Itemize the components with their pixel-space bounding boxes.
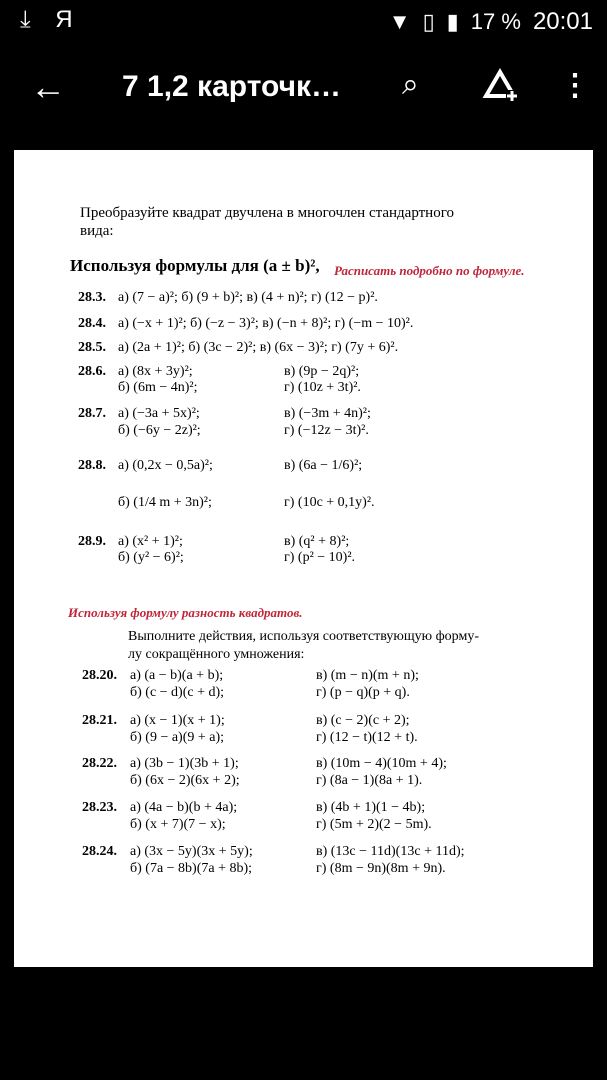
task-item: б) (−6y − 2z)²; [118,423,201,438]
task-item: г) (8a − 1)(8a + 1). [316,773,423,788]
task-item: б) (9 − a)(9 + a); [130,730,225,745]
task-item: а) (8x + 3y)²; [118,364,193,379]
task-item: а) (4a − b)(b + 4a); [130,800,238,815]
task-number: 28.8. [78,458,106,473]
download-icon: ⤓ [20,6,31,33]
task-number: 28.9. [78,534,106,549]
task-item: б) (x + 7)(7 − x); [130,817,226,832]
page-title: 7 1,2 карточк… [122,70,341,103]
task-item: б) (c − d)(c + d); [130,685,225,700]
back-arrow-icon[interactable]: ← [30,66,66,107]
task-item: г) (5m + 2)(2 − 5m). [316,817,432,832]
task-item: г) (10z + 3t)². [284,380,361,395]
task-item: в) (6a − 1/6)²; [284,458,363,473]
task-item: а) (−3a + 5x)²; [118,406,200,421]
task-item: б) (6m − 4n)²; [118,380,198,395]
task-item: а) (0,2x − 0,5a)²; [118,458,213,473]
task-item: в) (m − n)(m + n); [316,668,419,683]
task-item: б) (7a − 8b)(7a + 8b); [130,861,253,876]
task-number: 28.22. [82,756,117,771]
no-sim-icon: ▯ [422,9,435,34]
red-note: Используя формулу разность квадратов. [68,605,303,620]
task-number: 28.23. [82,800,117,815]
task-item: а) (x − 1)(x + 1); [130,713,225,728]
task-item: г) (−12z − 3t)². [284,423,369,438]
app-bar [0,44,607,138]
formula-heading: Используя формулы для (a ± b)², [70,256,320,275]
task-item: а) (3b − 1)(3b + 1); [130,756,239,771]
task-row: а) (2a + 1)²; б) (3c − 2)²; в) (6x − 3)²; г) (7y + 6)². [118,340,399,355]
task-number: 28.24. [82,844,117,859]
task-item: г) (8m − 9n)(8m + 9n). [316,861,446,876]
task-number: 28.5. [78,340,106,355]
intro-line: Выполните действия, используя соответствующую форму- [128,629,479,644]
wifi-icon: ▼ [388,9,411,34]
task-row: а) (7 − a)²; б) (9 + b)²; в) (4 + n)²; г) (12 − p)². [118,290,378,305]
task-item: г) (10c + 0,1y)². [284,495,375,510]
task-item: б) (y² − 6)²; [118,550,184,565]
task-item: б) (6x − 2)(6x + 2); [130,773,240,788]
task-item: г) (p² − 10)². [284,550,356,565]
task-item: а) (3x − 5y)(3x + 5y); [130,844,253,859]
status-right [389,8,593,36]
yandex-icon: Я [55,6,73,33]
status-left [20,6,91,34]
intro-line: вида: [80,223,114,239]
status-bar [0,0,607,44]
task-number: 28.6. [78,364,106,379]
task-item: в) (q² + 8)²; [284,534,350,549]
task-number: 28.3. [78,290,106,305]
red-note: Расписать подробно по формуле. [334,263,525,278]
battery-icon: ▮ [446,9,459,34]
task-item: в) (−3m + 4n)²; [284,406,371,421]
drive-add-icon[interactable] [480,66,520,111]
intro-line: лу сокращённого умножения: [128,647,305,662]
search-icon[interactable]: ⌕ [402,68,419,101]
task-number: 28.20. [82,668,117,683]
task-item: а) (a − b)(a + b); [130,668,224,683]
clock: 20:01 [532,8,593,35]
task-item: в) (4b + 1)(1 − 4b); [316,800,426,815]
task-item: в) (13c − 11d)(13c + 11d); [316,844,465,859]
task-number: 28.21. [82,713,117,728]
task-number: 28.4. [78,316,106,331]
document-image [14,150,593,967]
task-item: г) (12 − t)(12 + t). [316,730,418,745]
battery-level: 17 % [470,9,521,34]
task-row: а) (−x + 1)²; б) (−z − 3)²; в) (−n + 8)²; г) (−m − 10)². [118,316,414,331]
task-item: а) (x² + 1)²; [118,534,183,549]
intro-line: Преобразуйте квадрат двучлена в многочлен стандартного [80,205,454,221]
task-item: в) (c − 2)(c + 2); [316,713,410,728]
task-item: г) (p − q)(p + q). [316,685,410,700]
task-item: в) (10m − 4)(10m + 4); [316,756,447,771]
more-menu-icon[interactable]: ⋮ [560,69,590,102]
task-item: в) (9p − 2q)²; [284,364,360,379]
task-item: б) (1/4 m + 3n)²; [118,495,212,510]
task-number: 28.7. [78,406,106,421]
